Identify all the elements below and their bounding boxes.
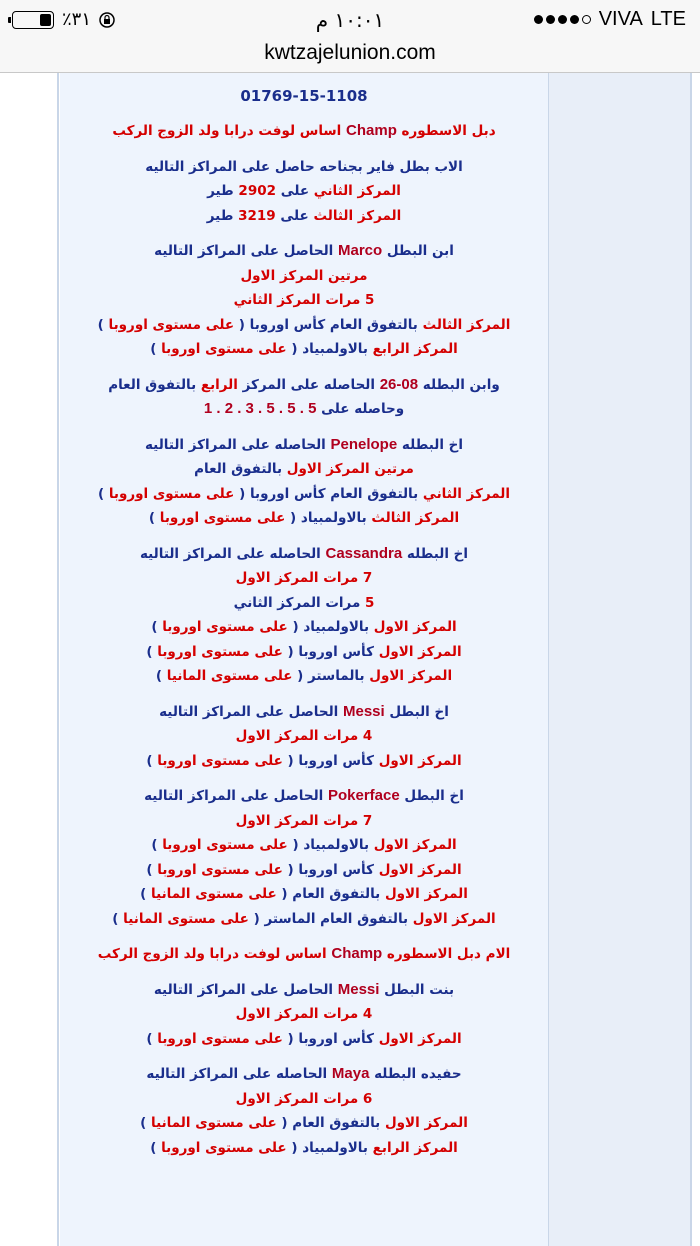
text-segment: مرات المركز الاول — [235, 1006, 359, 1022]
text-segment: مرتين المركز الاول — [286, 461, 414, 477]
text-segment: بالتفوق العام — [108, 376, 201, 393]
text-segment: اخ البطله — [397, 436, 463, 453]
signal-dot — [546, 15, 555, 24]
text-line — [60, 1002, 548, 1027]
text-segment: ) — [146, 643, 158, 660]
text-segment: بنت البطل — [379, 981, 455, 998]
text-line — [60, 615, 548, 640]
text-segment: ) — [151, 837, 163, 853]
text-segment: بالتفوق العام كأس اوروبا ( — [234, 485, 423, 502]
signal-dot — [534, 15, 543, 24]
text-segment: المركز الاول — [384, 1115, 468, 1131]
text-line — [60, 457, 548, 482]
text-segment: مرات المركز الاول — [235, 570, 359, 586]
text-segment: على — [275, 207, 314, 224]
text-segment: الحاصل على المراكز التاليه — [159, 703, 343, 720]
network-type: LTE — [650, 8, 686, 30]
text-segment: 4 — [358, 728, 373, 744]
url-text[interactable]: kwtzajelunion.com — [264, 41, 436, 64]
text-segment: مرات المركز الاول — [235, 728, 359, 744]
text-segment: مرتين المركز الاول — [240, 267, 368, 284]
text-segment: بالاولمبياد ( — [286, 341, 373, 357]
bird-name: Cassandra — [325, 544, 403, 562]
text-segment: بالتفوق العام الماستر ( — [248, 910, 413, 927]
clock: ١٠:٠١ م — [315, 8, 385, 32]
text-segment: مرات المركز الثاني — [233, 292, 361, 308]
text-segment: على مستوى المانيا — [123, 910, 249, 927]
text-segment: بالماستر ( — [292, 668, 370, 684]
left-column-border — [57, 73, 59, 1246]
text-segment: المركز الثاني — [422, 485, 511, 502]
text-segment: اخ البطل — [399, 788, 464, 804]
bird-name: 1 . 2 . 3 . 5 . 5 . 5 — [203, 400, 317, 417]
text-segment: المركز الثالث — [422, 316, 511, 333]
text-segment: اساس لوفت درابا ولد الزوج الركب — [97, 946, 332, 962]
text-segment: على مستوى اوروبا — [157, 752, 283, 769]
text-line — [60, 1027, 548, 1052]
text-line — [60, 942, 548, 967]
text-segment: على مستوى اوروبا — [157, 1030, 283, 1047]
text-line — [60, 700, 548, 725]
text-segment: المركز الاول — [378, 643, 462, 660]
text-segment: ) — [150, 1139, 162, 1156]
text-line — [60, 506, 548, 531]
text-segment: ) — [150, 341, 162, 357]
text-line — [60, 155, 548, 180]
text-segment: على مستوى اوروبا — [162, 837, 288, 853]
text-segment: على مستوى اوروبا — [108, 316, 235, 333]
text-segment: الام دبل الاسطوره — [382, 946, 511, 962]
text-line — [60, 907, 548, 932]
text-segment: بالاولمبياد ( — [285, 510, 372, 526]
text-segment: طير — [207, 183, 239, 199]
text-segment: 4 — [358, 1006, 373, 1022]
text-line — [60, 119, 548, 144]
text-line — [60, 239, 548, 264]
text-segment: ) — [146, 861, 158, 878]
text-segment: بالاولمبياد ( — [287, 837, 374, 853]
bird-name: Pokerface — [327, 787, 400, 804]
text-segment: مرات المركز الثاني — [233, 594, 361, 611]
text-line — [60, 809, 548, 834]
text-segment: ) — [97, 316, 109, 333]
text-segment: ) — [140, 1115, 152, 1131]
text-segment: بالتفوق العام ( — [276, 886, 385, 902]
text-segment: كأس اوروبا ( — [282, 1030, 379, 1047]
bird-name: Messi — [337, 980, 380, 998]
text-segment: 3219 — [238, 207, 276, 224]
text-line — [60, 337, 548, 362]
text-segment: ابن البطل — [382, 243, 454, 259]
bird-name: Champ — [346, 122, 397, 139]
text-segment: على مستوى اوروبا — [108, 485, 235, 502]
pedigree-section — [60, 239, 548, 362]
text-segment: المركز الاول — [384, 886, 468, 902]
status-right — [534, 8, 686, 31]
text-segment: ) — [140, 886, 152, 902]
address-bar[interactable] — [0, 40, 700, 73]
text-segment: وحاصله على — [316, 401, 405, 417]
text-segment: اساس لوفت درابا ولد الزوج الركب — [112, 123, 347, 139]
pedigree-section — [60, 542, 548, 689]
text-segment: بالاولمبياد ( — [286, 1139, 373, 1156]
text-line — [60, 264, 548, 289]
text-line — [60, 542, 548, 567]
text-segment: حفيده البطله — [369, 1066, 462, 1082]
text-line — [60, 1111, 548, 1136]
text-segment: ) — [155, 668, 167, 684]
text-segment: الحاصله على المركز — [237, 376, 380, 393]
ring-number: 01769-15-1108 — [240, 87, 368, 105]
text-segment: المركز الثالث — [313, 207, 402, 224]
text-line — [60, 833, 548, 858]
text-segment: ) — [112, 910, 124, 927]
text-segment: المركز الرابع — [372, 1139, 458, 1156]
text-line — [60, 288, 548, 313]
bird-name: Messi — [342, 702, 385, 720]
text-segment: المركز الثاني — [313, 183, 401, 199]
text-segment: ) — [146, 1030, 158, 1047]
text-segment: على مستوى اوروبا — [157, 861, 283, 878]
text-segment: المركز الاول — [369, 668, 453, 684]
text-line — [60, 724, 548, 749]
text-segment: المركز الاول — [373, 619, 457, 635]
text-segment: مرات المركز الاول — [235, 1090, 359, 1107]
text-segment: على — [276, 183, 314, 199]
text-segment: ) — [148, 510, 160, 526]
pedigree-section — [60, 942, 548, 967]
text-line — [60, 566, 548, 591]
text-segment: المركز الثالث — [371, 510, 460, 526]
bird-name: Maya — [331, 1065, 370, 1082]
text-line — [60, 1087, 548, 1112]
text-segment: 5 — [360, 292, 375, 308]
text-segment: الحاصل على المراكز التاليه — [144, 788, 328, 804]
text-line — [60, 784, 548, 809]
text-segment: على مستوى اوروبا — [161, 1139, 287, 1156]
signal-dot — [558, 15, 567, 24]
text-segment: ) — [151, 619, 163, 635]
right-sidebar-column — [549, 73, 692, 1246]
text-segment: مرات المركز الاول — [235, 812, 359, 829]
text-segment: على مستوى اوروبا — [162, 619, 288, 635]
text-segment: على مستوى المانيا — [151, 1115, 277, 1131]
bird-name: Champ — [331, 945, 383, 962]
pedigree-section — [60, 700, 548, 774]
text-segment: المركز الاول — [412, 910, 496, 927]
text-segment: المركز الرابع — [372, 341, 458, 357]
pedigree-section — [60, 119, 548, 144]
pedigree-content — [60, 73, 548, 1160]
bird-name: Penelope — [330, 435, 398, 453]
signal-dot — [582, 15, 591, 24]
text-segment: 5 — [360, 594, 375, 611]
text-segment: بالتفوق العام كأس اوروبا ( — [234, 316, 423, 333]
carrier-name: VIVA — [598, 8, 643, 30]
text-line — [60, 397, 548, 422]
text-line — [60, 640, 548, 665]
text-segment: ) — [97, 485, 109, 502]
pedigree-sections — [60, 119, 548, 1160]
battery-percent: ٪٣١ — [62, 9, 92, 30]
bird-name: 26-08 — [379, 375, 419, 393]
text-line — [60, 179, 548, 204]
text-segment: 6 — [358, 1090, 373, 1107]
text-segment: الاب بطل فاير بجناحه حاصل على المراكز التاليه — [145, 158, 463, 175]
text-line — [60, 204, 548, 229]
text-segment: الحاصله على المراكز التاليه — [139, 545, 326, 562]
text-line — [60, 482, 548, 507]
text-segment: دبل الاسطوره — [396, 123, 496, 139]
pedigree-section — [60, 373, 548, 422]
text-segment: الحاصله على المراكز التاليه — [145, 436, 331, 453]
text-segment: على مستوى اوروبا — [159, 510, 286, 526]
text-segment: المركز الاول — [378, 752, 462, 769]
text-segment: 2902 — [238, 183, 276, 199]
text-segment: بالاولمبياد ( — [287, 619, 374, 635]
text-segment: على مستوى اوروبا — [161, 341, 287, 357]
text-line — [60, 882, 548, 907]
text-line — [60, 433, 548, 458]
status-bar — [0, 0, 700, 40]
text-segment: المركز الاول — [373, 837, 457, 853]
text-segment: على مستوى اوروبا — [157, 643, 283, 660]
text-segment: بالتفوق العام ( — [276, 1115, 385, 1131]
text-segment: 7 — [358, 812, 373, 829]
pedigree-section — [60, 784, 548, 931]
text-segment: طير — [206, 207, 239, 224]
text-segment: الحاصله على المراكز التاليه — [146, 1066, 332, 1082]
text-line — [60, 664, 548, 689]
text-segment: كأس اوروبا ( — [282, 752, 379, 769]
text-line — [60, 978, 548, 1003]
signal-dot — [570, 15, 579, 24]
pedigree-section — [60, 978, 548, 1052]
text-line — [60, 591, 548, 616]
text-segment: الحاصل على المراكز التاليه — [153, 981, 338, 998]
text-line — [60, 1062, 548, 1087]
text-line — [60, 749, 548, 774]
text-line — [60, 373, 548, 398]
text-line — [60, 1136, 548, 1161]
text-segment: كأس اوروبا ( — [282, 861, 379, 878]
text-line — [60, 858, 548, 883]
text-segment: اخ البطله — [402, 545, 469, 562]
text-segment: المركز الاول — [378, 1030, 462, 1047]
pedigree-section — [60, 155, 548, 229]
text-segment: وابن البطله — [418, 376, 500, 393]
web-page — [0, 73, 700, 1246]
text-segment: 7 — [358, 570, 373, 586]
text-segment: الرابع — [200, 376, 238, 393]
text-segment: بالتفوق العام — [194, 461, 287, 477]
text-segment: اخ البطل — [384, 703, 449, 720]
text-segment: الحاصل على المراكز التاليه — [154, 243, 338, 259]
text-segment: ) — [146, 752, 158, 769]
bird-name: Marco — [338, 242, 383, 259]
text-segment: على مستوى المانيا — [151, 886, 277, 902]
text-line — [60, 313, 548, 338]
text-segment: المركز الاول — [378, 861, 462, 878]
signal-strength-icon — [534, 15, 591, 24]
pedigree-section — [60, 433, 548, 531]
text-segment: كأس اوروبا ( — [282, 643, 379, 660]
text-segment: على مستوى المانيا — [166, 668, 293, 684]
pedigree-section — [60, 1062, 548, 1160]
